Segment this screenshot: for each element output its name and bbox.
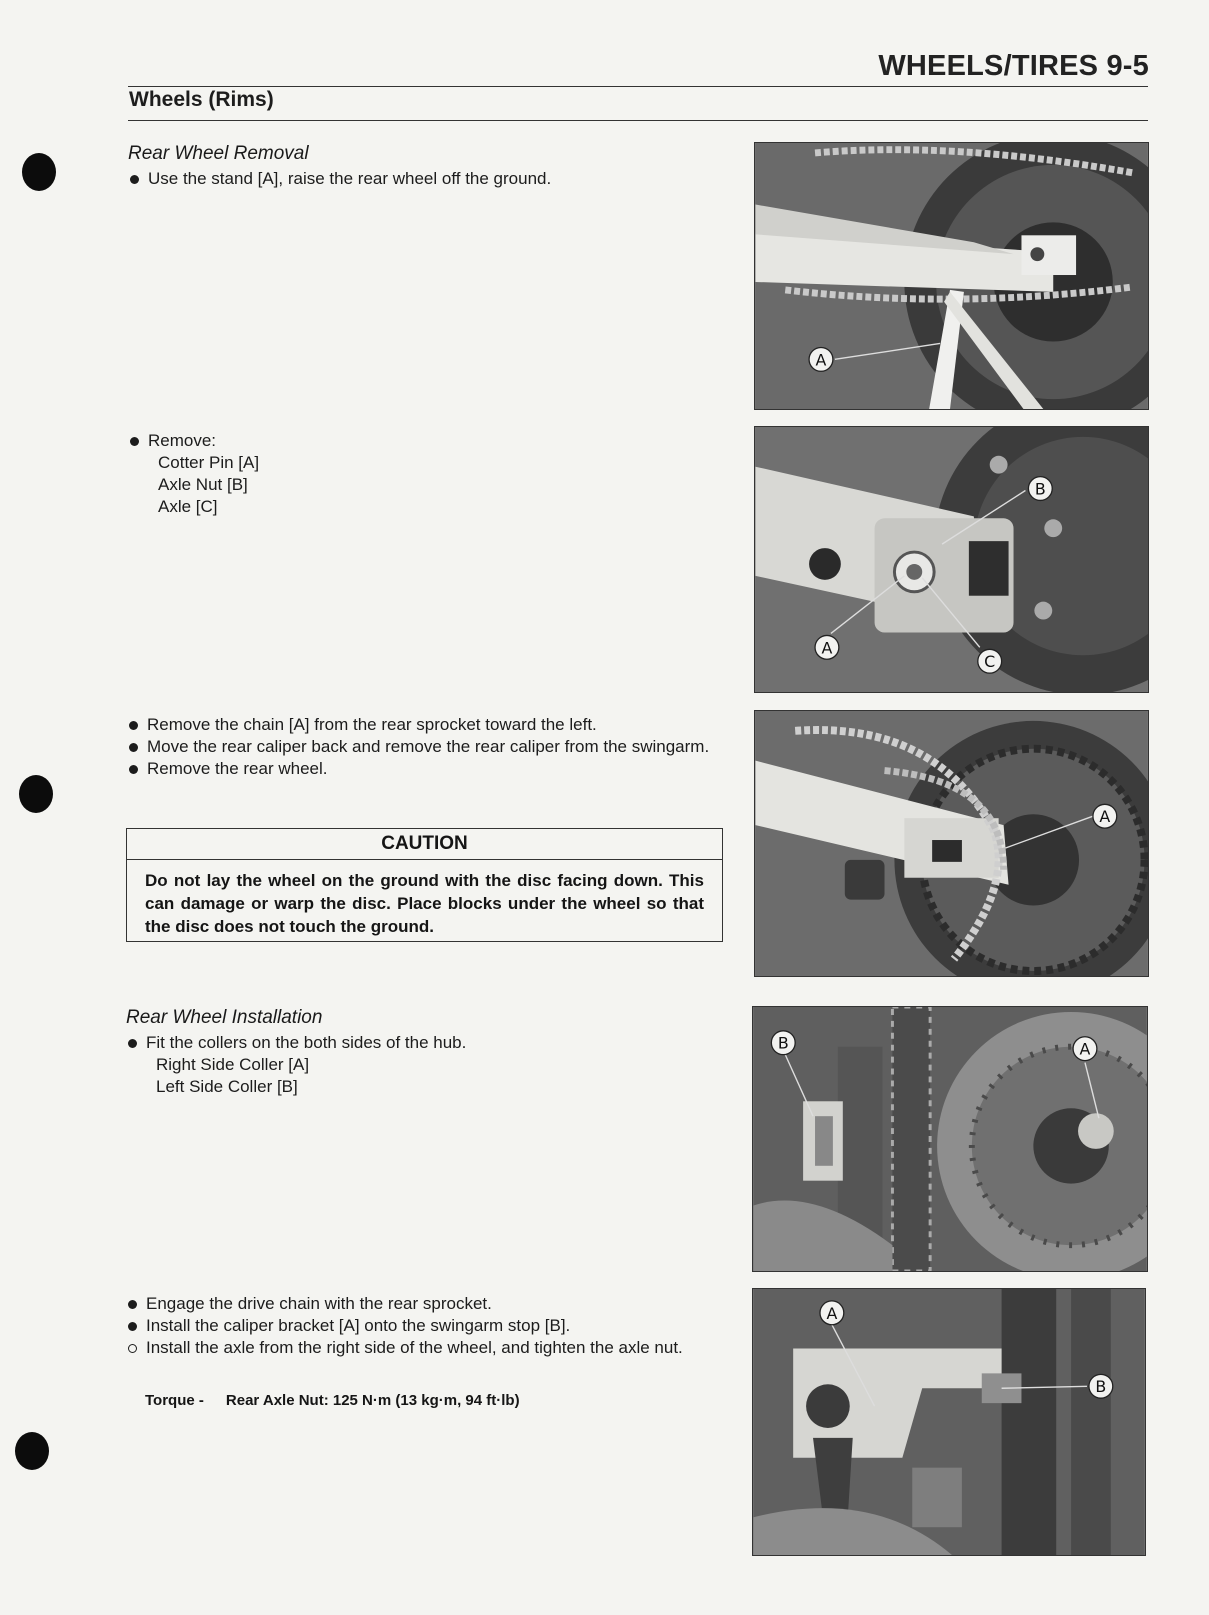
photo-rear-stand-illustration (755, 143, 1148, 409)
callout-label: C (984, 652, 996, 672)
punch-hole-top (22, 153, 56, 191)
torque-spec (145, 1392, 542, 1409)
punch-hole-bottom (15, 1432, 49, 1470)
removal-step-2 (128, 430, 718, 518)
remove-item-axle: Axle [C] (158, 497, 218, 516)
remove-item-axle-nut: Axle Nut [B] (158, 475, 248, 494)
section-title: Wheels (Rims) (129, 88, 274, 111)
list-item: Engage the drive chain with the rear sprocket. (126, 1293, 723, 1315)
caution-body: Do not lay the wheel on the ground with the disc facing down. This can damage or warp the disc. Place blocks under the wheel so that the disc does not touch the ground. (145, 871, 704, 936)
installation-heading: Rear Wheel Installation (126, 1007, 323, 1028)
torque-label: Torque - (145, 1392, 204, 1409)
callout-label: A (1079, 1039, 1091, 1059)
list-item: Install the axle from the right side of the wheel, and tighten the axle nut. (126, 1337, 723, 1359)
list-item: Use the stand [A], raise the rear wheel off the ground. (128, 168, 718, 190)
list-item: Remove: (128, 430, 718, 452)
torque-value: Rear Axle Nut: 125 N·m (13 kg·m, 94 ft·lb) (225, 1392, 520, 1409)
remove-item-cotter-pin: Cotter Pin [A] (158, 453, 260, 472)
header-rule-top (128, 86, 1148, 87)
list-item: Remove the chain [A] from the rear sprocket toward the left. (127, 714, 724, 736)
photo-caliper-bracket-illustration (753, 1289, 1145, 1555)
page-title: WHEELS/TIRES 9-5 (878, 50, 1149, 82)
photo-chain (754, 710, 1149, 977)
caution-box (126, 828, 723, 942)
photo-collers (752, 1006, 1148, 1272)
photo-caliper-bracket (752, 1288, 1146, 1556)
list-item: Remove the rear wheel. (127, 758, 724, 780)
callout-label: B (1034, 479, 1046, 499)
installation-step-1 (126, 1032, 723, 1098)
callout-label: B (1095, 1377, 1107, 1397)
callout-label: A (815, 350, 827, 370)
removal-heading: Rear Wheel Removal (128, 143, 309, 164)
installation-steps-2-4 (126, 1293, 723, 1359)
photo-axle-nut (754, 426, 1149, 693)
photo-axle-nut-illustration (755, 427, 1148, 692)
header-rule-bottom (128, 120, 1148, 121)
list-item: Move the rear caliper back and remove the rear caliper from the swingarm. (127, 736, 724, 758)
callout-label: A (1099, 807, 1111, 827)
photo-rear-stand (754, 142, 1149, 410)
callout-label: B (777, 1033, 789, 1053)
photo-collers-illustration (753, 1007, 1147, 1271)
punch-hole-middle (19, 775, 53, 813)
callout-label: A (826, 1303, 838, 1323)
coller-item-left: Left Side Coller [B] (156, 1077, 298, 1096)
coller-item-right: Right Side Coller [A] (156, 1055, 310, 1074)
list-item: Install the caliper bracket [A] onto the swingarm stop [B]. (126, 1315, 723, 1337)
callout-label: A (821, 638, 833, 658)
removal-steps-3-5 (127, 714, 724, 780)
list-item: Fit the collers on the both sides of the hub. (126, 1032, 723, 1054)
removal-step-1 (128, 168, 718, 190)
caution-title: CAUTION (127, 829, 722, 860)
photo-chain-illustration (755, 711, 1148, 976)
